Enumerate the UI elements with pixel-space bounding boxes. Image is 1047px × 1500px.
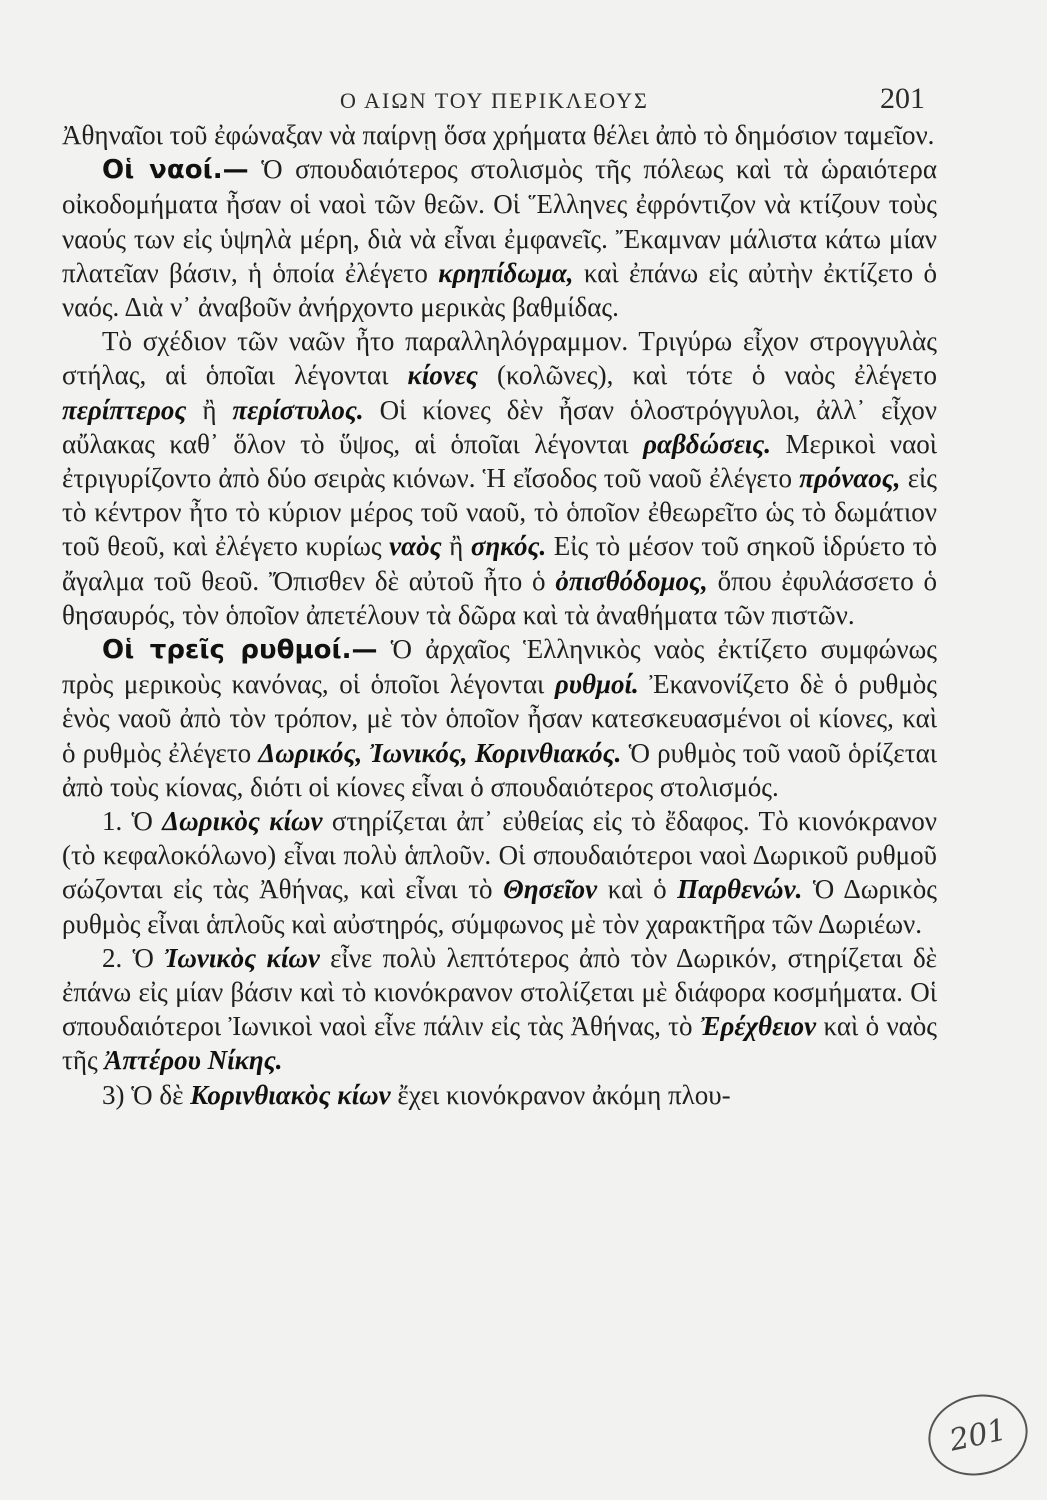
paragraph-orders: Οἱ τρεῖς ρυθμοί.— Ὁ ἀρχαῖος Ἑλληνικὸς ναὸς ἐκτίζετο συμφώνως πρὸς μερικοὺς κανόνας, οἱ ὁποῖοι λέγονται ρυθμοί. Ἐκανονίζετο δὲ ὁ ρυθμὸς ἑνὸς ναοῦ ἀπὸ τὸν τρόπον, μὲ τὸν ὁποῖον ἦσαν κατεσκευασμένοι οἱ κίονες, καὶ ὁ ρυθμὸς ἐλέγετο Δωρικός, Ἰωνικός, Κορινθιακός. Ὁ ρυθμὸς τοῦ ναοῦ ὁρίζεται ἀπὸ τοὺς κίονας, διότι οἱ κίονες εἶναι ὁ σπουδαιότερος στολισμός. [62, 634, 937, 802]
paragraph-plan: Τὸ σχέδιον τῶν ναῶν ἦτο παραλληλόγραμμον. Τριγύρω εἶχον στρογγυλὰς στήλας, αἱ ὁποῖαι λέγονται κίονες (κολῶνες), καὶ τότε ὁ ναὸς ἐλέγετο περίπτερος ἢ περίστυλος. Οἱ κίονες δὲν ἦσαν ὁλοστρόγγυλοι, ἀλλ᾿ εἶχον αὔλακας καθ᾿ ὅλον τὸ ὕψος, αἱ ὁποῖαι λέγονται ραβδώσεις. Μερικοὶ ναοὶ ἐτριγυρίζοντο ἀπὸ δύο σειρὰς κιόνων. Ἡ εἴσοδος τοῦ ναοῦ ἐλέγετο πρόναος, εἰς τὸ κέντρον ἦτο τὸ κύριον μέρος τοῦ ναοῦ, τὸ ὁποῖον ἐθεωρεῖτο ὡς τὸ δωμάτιον τοῦ θεοῦ, καὶ ἐλέγετο κυρίως ναὸς ἢ σηκός. Εἰς τὸ μέσον τοῦ σηκοῦ ἱδρύετο τὸ ἄγαλμα τοῦ θεοῦ. Ὄπισθεν δὲ αὐτοῦ ἦτο ὁ ὀπισθόδομος, ὅπου ἐφυλάσσετο ὁ θησαυρός, τὸν ὁποῖον ἀπετέλουν τὰ δῶρα καὶ τὰ ἀναθήματα τῶν πιστῶν. [62, 326, 937, 630]
term: ὀπισθόδομος, [555, 565, 708, 596]
term: κρηπίδωμα, [438, 257, 574, 288]
term: ραβδώσεις. [643, 428, 772, 459]
paragraph-corinthian: 3) Ὁ δὲ Κορινθιακὸς κίων ἔχει κιονόκρανον ἀκόμη πλου- [102, 1079, 731, 1110]
term: Δωρικός, Ἰωνικός, Κορινθιακός. [258, 737, 622, 768]
running-title: Ο ΑΙΩΝ ΤΟΥ ΠΕΡΙΚΛΕΟΥΣ [340, 88, 649, 113]
term: σηκός. [470, 531, 547, 562]
stamp-text: 201 [946, 1411, 1010, 1459]
section-heading: Οἱ τρεῖς ρυθμοί.— [102, 635, 378, 666]
paragraph: Ἀθηναῖοι τοῦ ἐφώναξαν νὰ παίρνῃ ὅσα χρήματα θέλει ἀπὸ τὸ δημόσιον ταμεῖον. [62, 120, 935, 150]
term: Θησεῖον [503, 874, 598, 905]
term: ρυθμοί. [554, 669, 639, 700]
page-header [0, 80, 1047, 120]
page-number-stamp [921, 1385, 1035, 1484]
term: Κορινθιακὸς κίων [190, 1079, 391, 1110]
term: περίστυλος. [232, 394, 364, 425]
paragraph-ionic: 2. Ὁ Ἰωνικὸς κίων εἶνε πολὺ λεπτότερος ἀπὸ τὸν Δωρικόν, στηρίζεται δὲ ἐπάνω εἰς μίαν βάσιν καὶ τὸ κιονόκρανον στολίζεται μὲ διάφορα κοσμήματα. Οἱ σπουδαιότεροι Ἰωνικοὶ ναοὶ εἶνε πάλιν εἰς τὰς Ἀθήνας, τὸ Ἐρέχθειον καὶ ὁ ναὸς τῆς Ἀπτέρου Νίκης. [62, 942, 938, 1076]
term: κίονες [407, 360, 478, 391]
term: Ἐρέχθειον [699, 1011, 817, 1042]
body-text [62, 118, 937, 1112]
section-heading: Οἱ ναοί.— [102, 155, 249, 186]
term: Ἀπτέρου Νίκης. [104, 1045, 283, 1076]
term: περίπτερος [62, 394, 187, 425]
paragraph-temples: Οἱ ναοί.— Ὁ σπουδαιότερος στολισμὸς τῆς πόλεως καὶ τὰ ὡραιότερα οἰκοδομήματα ἦσαν οἱ ναοὶ τῶν θεῶν. Οἱ Ἕλληνες ἐφρόντιζον νὰ κτίζουν τοὺς ναούς των εἰς ὑψηλὰ μέρη, διὰ νὰ εἶναι ἐμφανεῖς. Ἔκαμναν μάλιστα κάτω μίαν πλατεῖαν βάσιν, ἡ ὁποία ἐλέγετο κρηπίδωμα, καὶ ἐπάνω εἰς αὐτὴν ἐκτίζετο ὁ ναός. Διὰ ν᾿ ἀναβοῦν ἀνήρχοντο μερικὰς βαθμίδας. [62, 154, 937, 323]
term: πρόναος, [799, 463, 901, 494]
term: Παρθενών. [677, 874, 803, 905]
page-number: 201 [880, 82, 925, 115]
term: Δωρικὸς κίων [162, 806, 323, 837]
term: ναὸς [389, 531, 442, 562]
paragraph-doric: 1. Ὁ Δωρικὸς κίων στηρίζεται ἀπ᾿ εὐθείας εἰς τὸ ἔδαφος. Τὸ κιονόκρανον (τὸ κεφαλοκόλωνο) εἶναι πολὺ ἁπλοῦν. Οἱ σπουδαιότεροι ναοὶ Δωρικοῦ ρυθμοῦ σώζονται εἰς τὰς Ἀθήνας, καὶ εἶναι τὸ Θησεῖον καὶ ὁ Παρθενών. Ὁ Δωρικὸς ρυθμὸς εἶναι ἁπλοῦς καὶ αὐστηρός, σύμφωνος μὲ τὸν χαρακτῆρα τῶν Δωριέων. [62, 806, 937, 939]
term: Ἰωνικὸς κίων [164, 942, 320, 973]
